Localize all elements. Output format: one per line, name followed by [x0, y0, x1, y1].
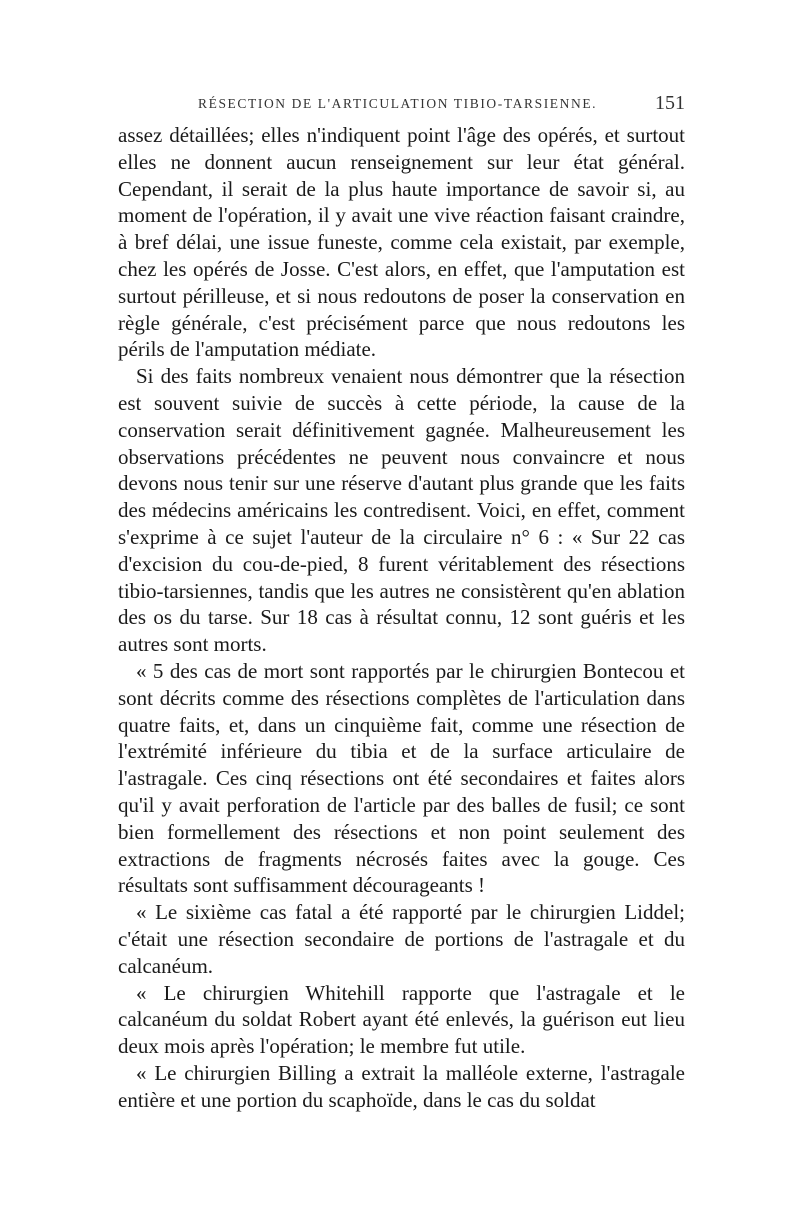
page-number: 151	[655, 92, 685, 114]
running-head	[118, 94, 685, 118]
paragraph-2: Si des faits nombreux venaient nous démontrer que la résection est souvent suivie de succès à cette période, la cause de la conservation serait définitivement gagnée. Malheureusement les observations précédentes ne peuvent nous convaincre et nous devons nous tenir sur une réserve d'autant plus grande que les faits des médecins américains les contredisent. Voici, en effet, comment s'exprime à ce sujet l'auteur de la circulaire n° 6 : « Sur 22 cas d'excision du cou-de-pied, 8 furent véritablement des résections tibio-tarsiennes, tandis que les autres ne consistèrent qu'en ablation des os du tarse. Sur 18 cas à résultat connu, 12 sont guéris et les autres sont morts.	[118, 364, 685, 657]
body-text	[118, 122, 685, 1113]
paragraph-4: « Le sixième cas fatal a été rapporté par le chirurgien Liddel; c'était une résection secondaire de portions de l'astragale et du calcanéum.	[118, 900, 685, 978]
paragraph-5: « Le chirurgien Whitehill rapporte que l'astragale et le calcanéum du soldat Robert ayant été enlevés, la guérison eut lieu deux mois après l'opération; le membre fut utile.	[118, 980, 685, 1059]
running-title: RÉSECTION DE L'ARTICULATION TIBIO-TARSIENNE.	[198, 96, 598, 111]
paragraph-1: assez détaillées; elles n'indiquent point l'âge des opérés, et surtout elles ne donnent aucun renseignement sur leur état général. Cependant, il serait de la plus haute importance de savoir si, au moment de l'opération, il y avait une vive réaction faisant craindre, à bref délai, une issue funeste, comme cela existait, par exemple, chez les opérés de Josse. C'est alors, en effet, que l'amputation est surtout périlleuse, et si nous redoutons de poser la conservation en règle générale, c'est précisément parce que nous redoutons les périls de l'amputation médiate.	[118, 123, 685, 362]
paragraph-6: « Le chirurgien Billing a extrait la malléole externe, l'astragale entière et une portion du scaphoïde, dans le cas du soldat	[118, 1060, 685, 1112]
paragraph-3: « 5 des cas de mort sont rapportés par le chirurgien Bontecou et sont décrits comme des résections complètes de l'articulation dans quatre faits, et, dans un cinquième fait, comme une résection de l'extrémité inférieure du tibia et de la surface articulaire de l'astragale. Ces cinq résections ont été secondaires et faites alors qu'il y avait perforation de l'article par des balles de fusil; ce sont bien formellement des résections et non point seulement des extractions de fragments nécrosés faites avec la gouge. Ces résultats sont suffisamment décourageants !	[118, 658, 685, 898]
